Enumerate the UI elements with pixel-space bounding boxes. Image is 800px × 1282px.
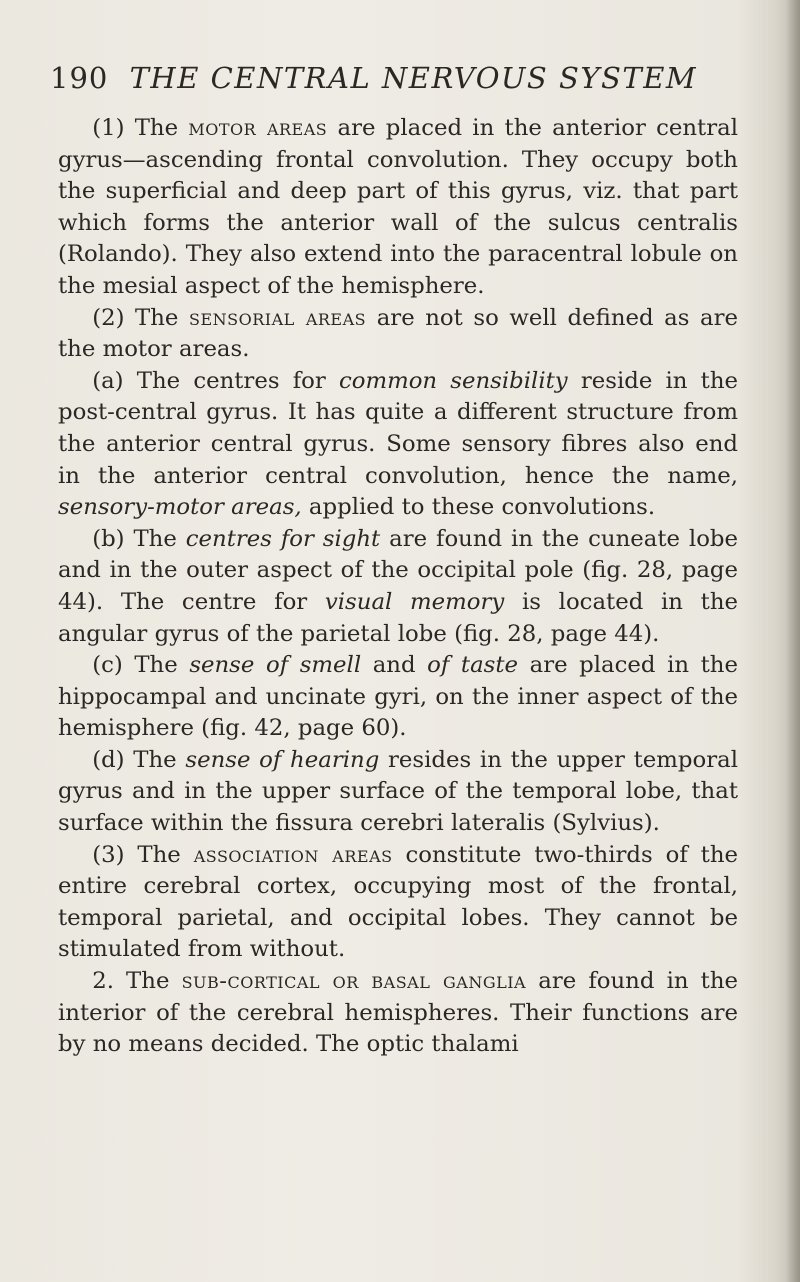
text-run: (d) The: [92, 746, 186, 773]
text-run: reside in the post-central gyrus. It has quite a different structure from the anterior central gyrus. Some sensory fibres also end in the anterior central convolution, hence the name,: [58, 367, 739, 489]
text-run: constitute two-thirds of the entire cerebral cortex, occupying most of the frontal, temporal parietal, and occipital lobes. They cannot be stimulated from without.: [58, 841, 739, 963]
text-run: are placed in the hippocampal and uncinate gyri, on the inner aspect of the hemisphere (fig. 42, page 60).: [58, 652, 738, 742]
text-run: resides in the upper temporal gyrus and in the upper surface of the temporal lobe, that surface within the fissura cerebri lateralis (Sylvius).: [58, 746, 738, 837]
italic-term: sense of hearing: [185, 746, 380, 773]
small-caps-term: motor areas: [188, 115, 328, 141]
paragraph-basal-ganglia: [58, 966, 738, 1061]
italic-term: of taste: [427, 652, 519, 679]
paragraph-association-areas: [58, 840, 738, 966]
text-run: (c) The: [92, 652, 190, 679]
small-caps-term: sensorial areas: [189, 304, 367, 331]
page-number: 190: [50, 61, 109, 95]
italic-term: sensory-motor areas,: [58, 494, 302, 521]
paragraph-common-sensibility: [58, 366, 738, 524]
italic-term: sense of smell: [189, 652, 362, 679]
small-caps-term: sub-cortical or basal ganglia: [181, 968, 527, 995]
text-run: (b) The: [92, 525, 186, 552]
italic-term: common sensibility: [338, 367, 568, 394]
paragraph-motor-areas: [58, 113, 738, 303]
paragraph-smell-taste: [58, 650, 738, 745]
paragraph-sight: [58, 524, 738, 650]
page-header: [50, 58, 750, 98]
text-run: are not so well defined as are the motor areas.: [58, 304, 738, 363]
italic-term: centres for sight: [185, 525, 381, 552]
text-run: (2) The: [92, 304, 189, 331]
text-run: 2. The: [92, 968, 182, 995]
text-run: and: [361, 652, 428, 679]
running-title: THE CENTRAL NERVOUS SYSTEM: [129, 61, 698, 95]
text-run: is located in the angular gyrus of the parietal lobe (fig. 28, page 44).: [58, 588, 738, 647]
italic-term: visual memory: [324, 588, 505, 615]
text-run: applied to these convolutions.: [301, 494, 656, 521]
paragraph-hearing: [58, 745, 738, 840]
page-edge-shadow: [786, 0, 800, 1282]
paragraph-sensorial-areas: [58, 303, 738, 366]
body-text: [58, 113, 738, 1061]
text-run: (3) The: [92, 841, 194, 868]
text-run: are placed in the anterior central gyrus—ascending frontal convolution. They occupy both the superficial and deep part of this gyrus, viz. that part which forms the anterior wall of the sulcus centralis (Rolando). They also extend into the paracentral lobule on the mesial aspect of the hemisphere.: [58, 115, 738, 299]
text-run: are found in the cuneate lobe and in the outer aspect of the occipital pole (fig. 28, page 44). The centre for: [58, 525, 738, 615]
text-run: are found in the interior of the cerebral hemispheres. Their functions are by no means decided. The optic thalami: [58, 968, 738, 1058]
small-caps-term: association areas: [193, 841, 393, 868]
text-run: (1) The: [92, 115, 189, 141]
text-run: (a) The centres for: [92, 367, 339, 394]
